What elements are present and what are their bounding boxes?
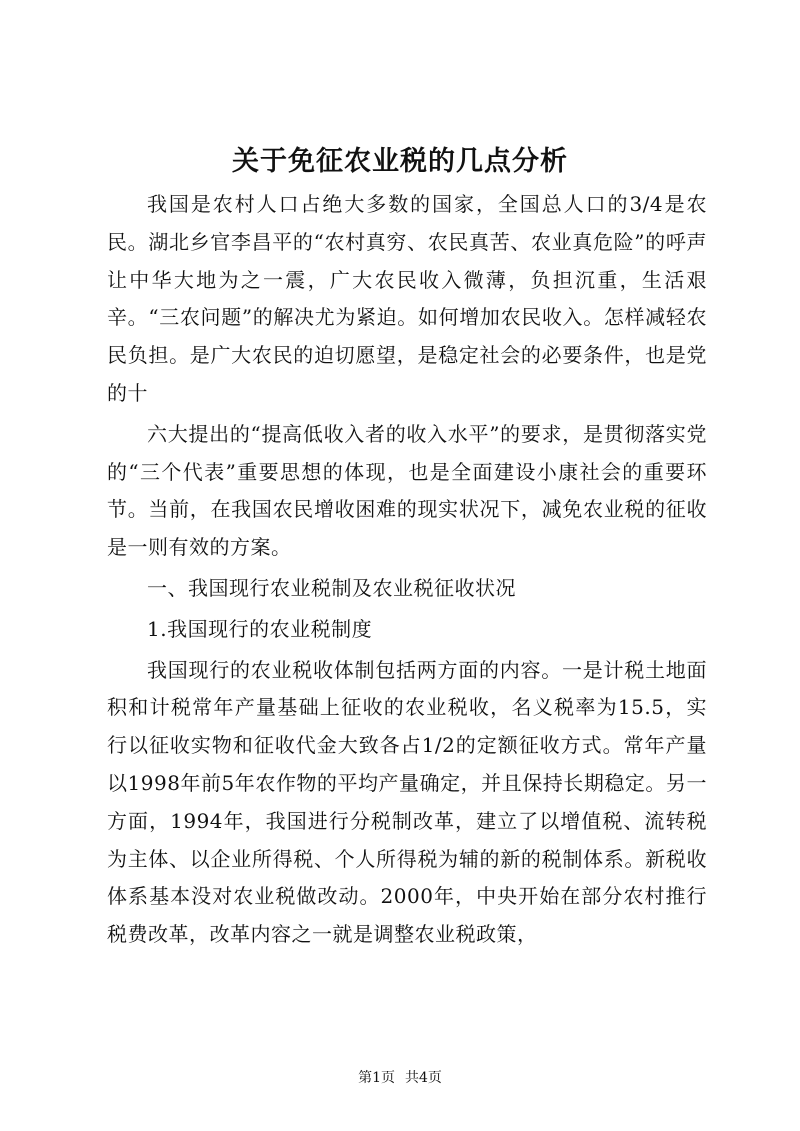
subsection-heading-1-1: 1.我国现行的农业税制度 <box>147 616 373 641</box>
document-title: 关于免征农业税的几点分析 <box>232 146 568 177</box>
paragraph-tax-system: 我国现行的农业税收体制包括两方面的内容。一是计税土地面积和计税常年产量基础上征收的农业税收，名义税率为15.5，实行以征收实物和征收代金大致各占1/2的定额征收方式。常年产量以1998年前5年农作物的平均产量确定，并且保持长期稳定。另一方面，1994年，我国进行分税制改革，建立了以增值税、流转税为主体、以企业所得税、个人所得税为辅的新的税制体系。新税收体系基本没对农业税做改动。2000年，中央开始在部分农村推行税费改革，改革内容之一就是调整农业税政策， <box>107 657 707 947</box>
document-body <box>107 186 707 954</box>
page-footer <box>0 1068 800 1088</box>
page-total: 共4页 <box>405 1070 442 1086</box>
page-number: 第1页 <box>358 1070 395 1086</box>
section-heading-1: 一、我国现行农业税制及农业税征收状况 <box>147 575 516 600</box>
paragraph-intro: 我国是农村人口占绝大多数的国家，全国总人口的3/4是农民。湖北乡官李昌平的“农村真穷、农民真苦、农业真危险”的呼声让中华大地为之一震，广大农民收入微薄，负担沉重，生活艰辛。“三农问题”的解决尤为紧迫。如何增加农民收入。怎样减轻农民负担。是广大农民的迫切愿望，是稳定社会的必要条件，也是党的十 <box>107 192 707 405</box>
paragraph-continuation: 六大提出的“提高低收入者的收入水平”的要求，是贯彻落实党的“三个代表”重要思想的体现，也是全面建设小康社会的重要环节。当前，在我国农民增收困难的现实状况下，减免农业税的征收是一则有效的方案。 <box>107 421 707 560</box>
